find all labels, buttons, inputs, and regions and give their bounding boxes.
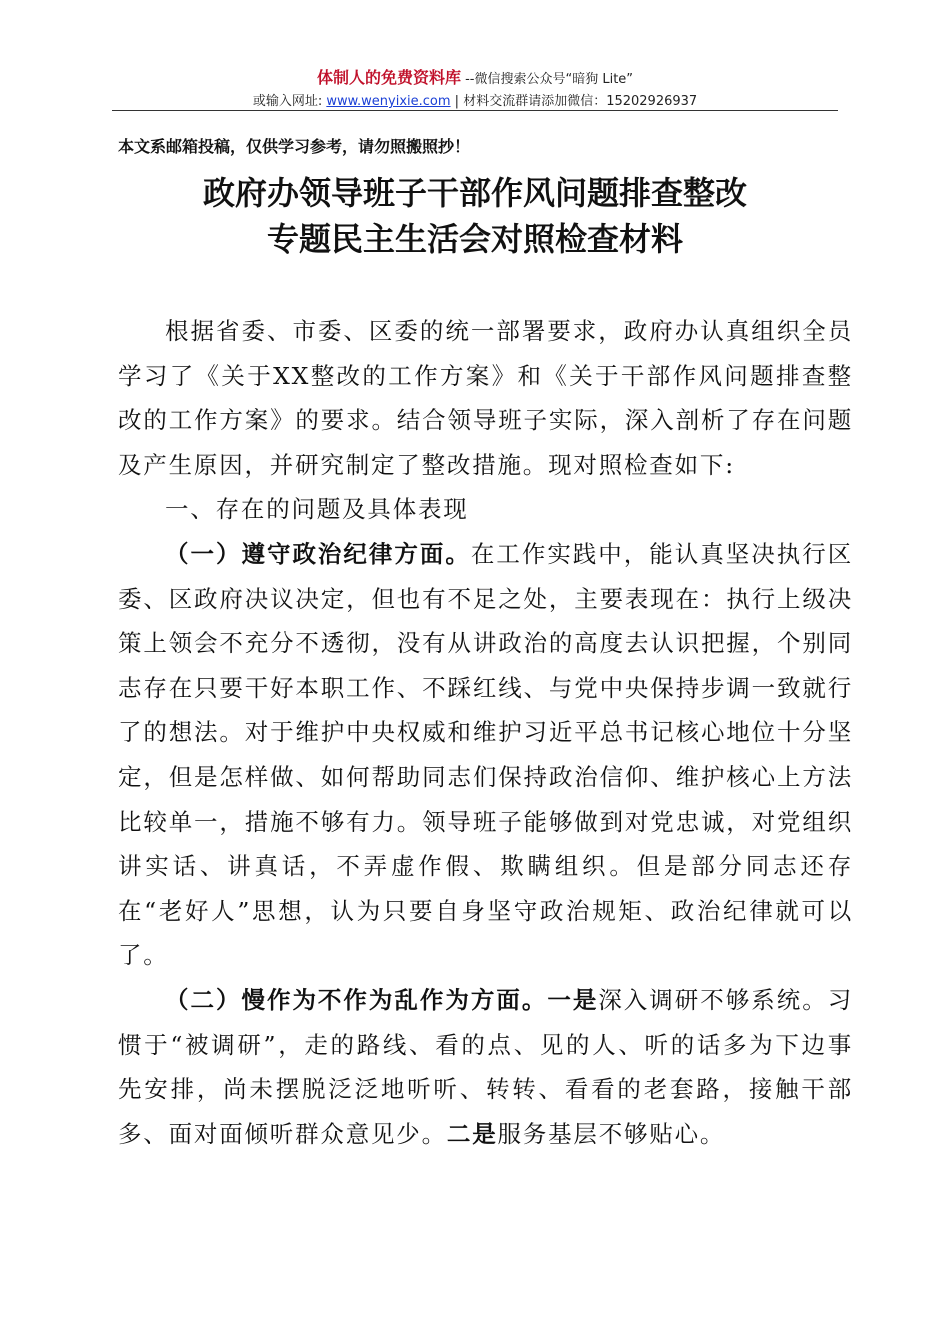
item-2-first-label: 一是 <box>547 985 599 1014</box>
title-line-2: 专题民主生活会对照检查材料 <box>266 220 683 258</box>
item-1-paragraph <box>118 532 853 978</box>
header-divider <box>112 110 838 111</box>
header-tagline: --微信搜索公众号“暗狗 Lite” <box>460 72 634 87</box>
item-2-paragraph <box>118 978 853 1156</box>
item-2-lead: （二）慢作为不作为乱作为方面。 <box>165 985 548 1014</box>
header-brand: 体制人的免费资料库 <box>316 68 461 87</box>
title-line-1: 政府办领导班子干部作风问题排查整改 <box>202 174 747 212</box>
document-body <box>118 309 853 1156</box>
page-header <box>0 68 950 111</box>
header-line-1 <box>0 68 950 90</box>
section-heading: 一、存在的问题及具体表现 <box>165 495 469 524</box>
item-2-second-label: 二是 <box>446 1119 498 1148</box>
document-title <box>0 170 950 262</box>
header-url-prefix: 或输入网址: <box>252 94 327 109</box>
notice-text: 本文系邮箱投稿，仅供学习参考，请勿照搬照抄！ <box>118 137 471 156</box>
intro-paragraph: 根据省委、市委、区委的统一部署要求，政府办认真组织全员学习了《关于XX整改的工作方案》和《关于干部作风问题排查整改的工作方案》的要求。结合领导班子实际，深入剖析了存在问题及产生原因，并研究制定了整改措施。现对照检查如下: <box>118 317 853 479</box>
item-2-second-text: 服务基层不够贴心。 <box>497 1119 726 1148</box>
item-1-text: 在工作实践中，能认真坚决执行区委、区政府决议决定，但也有不足之处，主要表现在：执行上级决策上领会不充分不透彻，没有从讲政治的高度去认识把握，个别同志存在只要干好本职工作、不踩红线、与党中央保持步调一致就行了的想法。对于维护中央权威和维护习近平总书记核心地位十分坚定，但是怎样做、如何帮助同志们保持政治信仰、维护核心上方法比较单一，措施不够有力。领导班子能够做到对党忠诚，对党组织讲实话、讲真话，不弄虚作假、欺瞒组织。但是部分同志还存在“老好人”思想，认为只要自身坚守政治规矩、政治纪律就可以了。 <box>118 539 853 970</box>
item-2-first-text: 深入调研不够系统。习惯于“被调研”，走的路线、看的点、见的人、听的话多为下边事先安排，尚未摆脱泛泛地听听、转转、看看的老套路，接触干部多、面对面倾听群众意见少。 <box>118 985 854 1148</box>
header-line-2 <box>0 93 950 111</box>
header-url-link[interactable]: www.wenyixie.com <box>326 94 451 109</box>
item-1-lead: （一）遵守政治纪律方面。 <box>165 539 471 568</box>
header-contact: | 材料交流群请添加微信：15202926937 <box>450 94 698 109</box>
